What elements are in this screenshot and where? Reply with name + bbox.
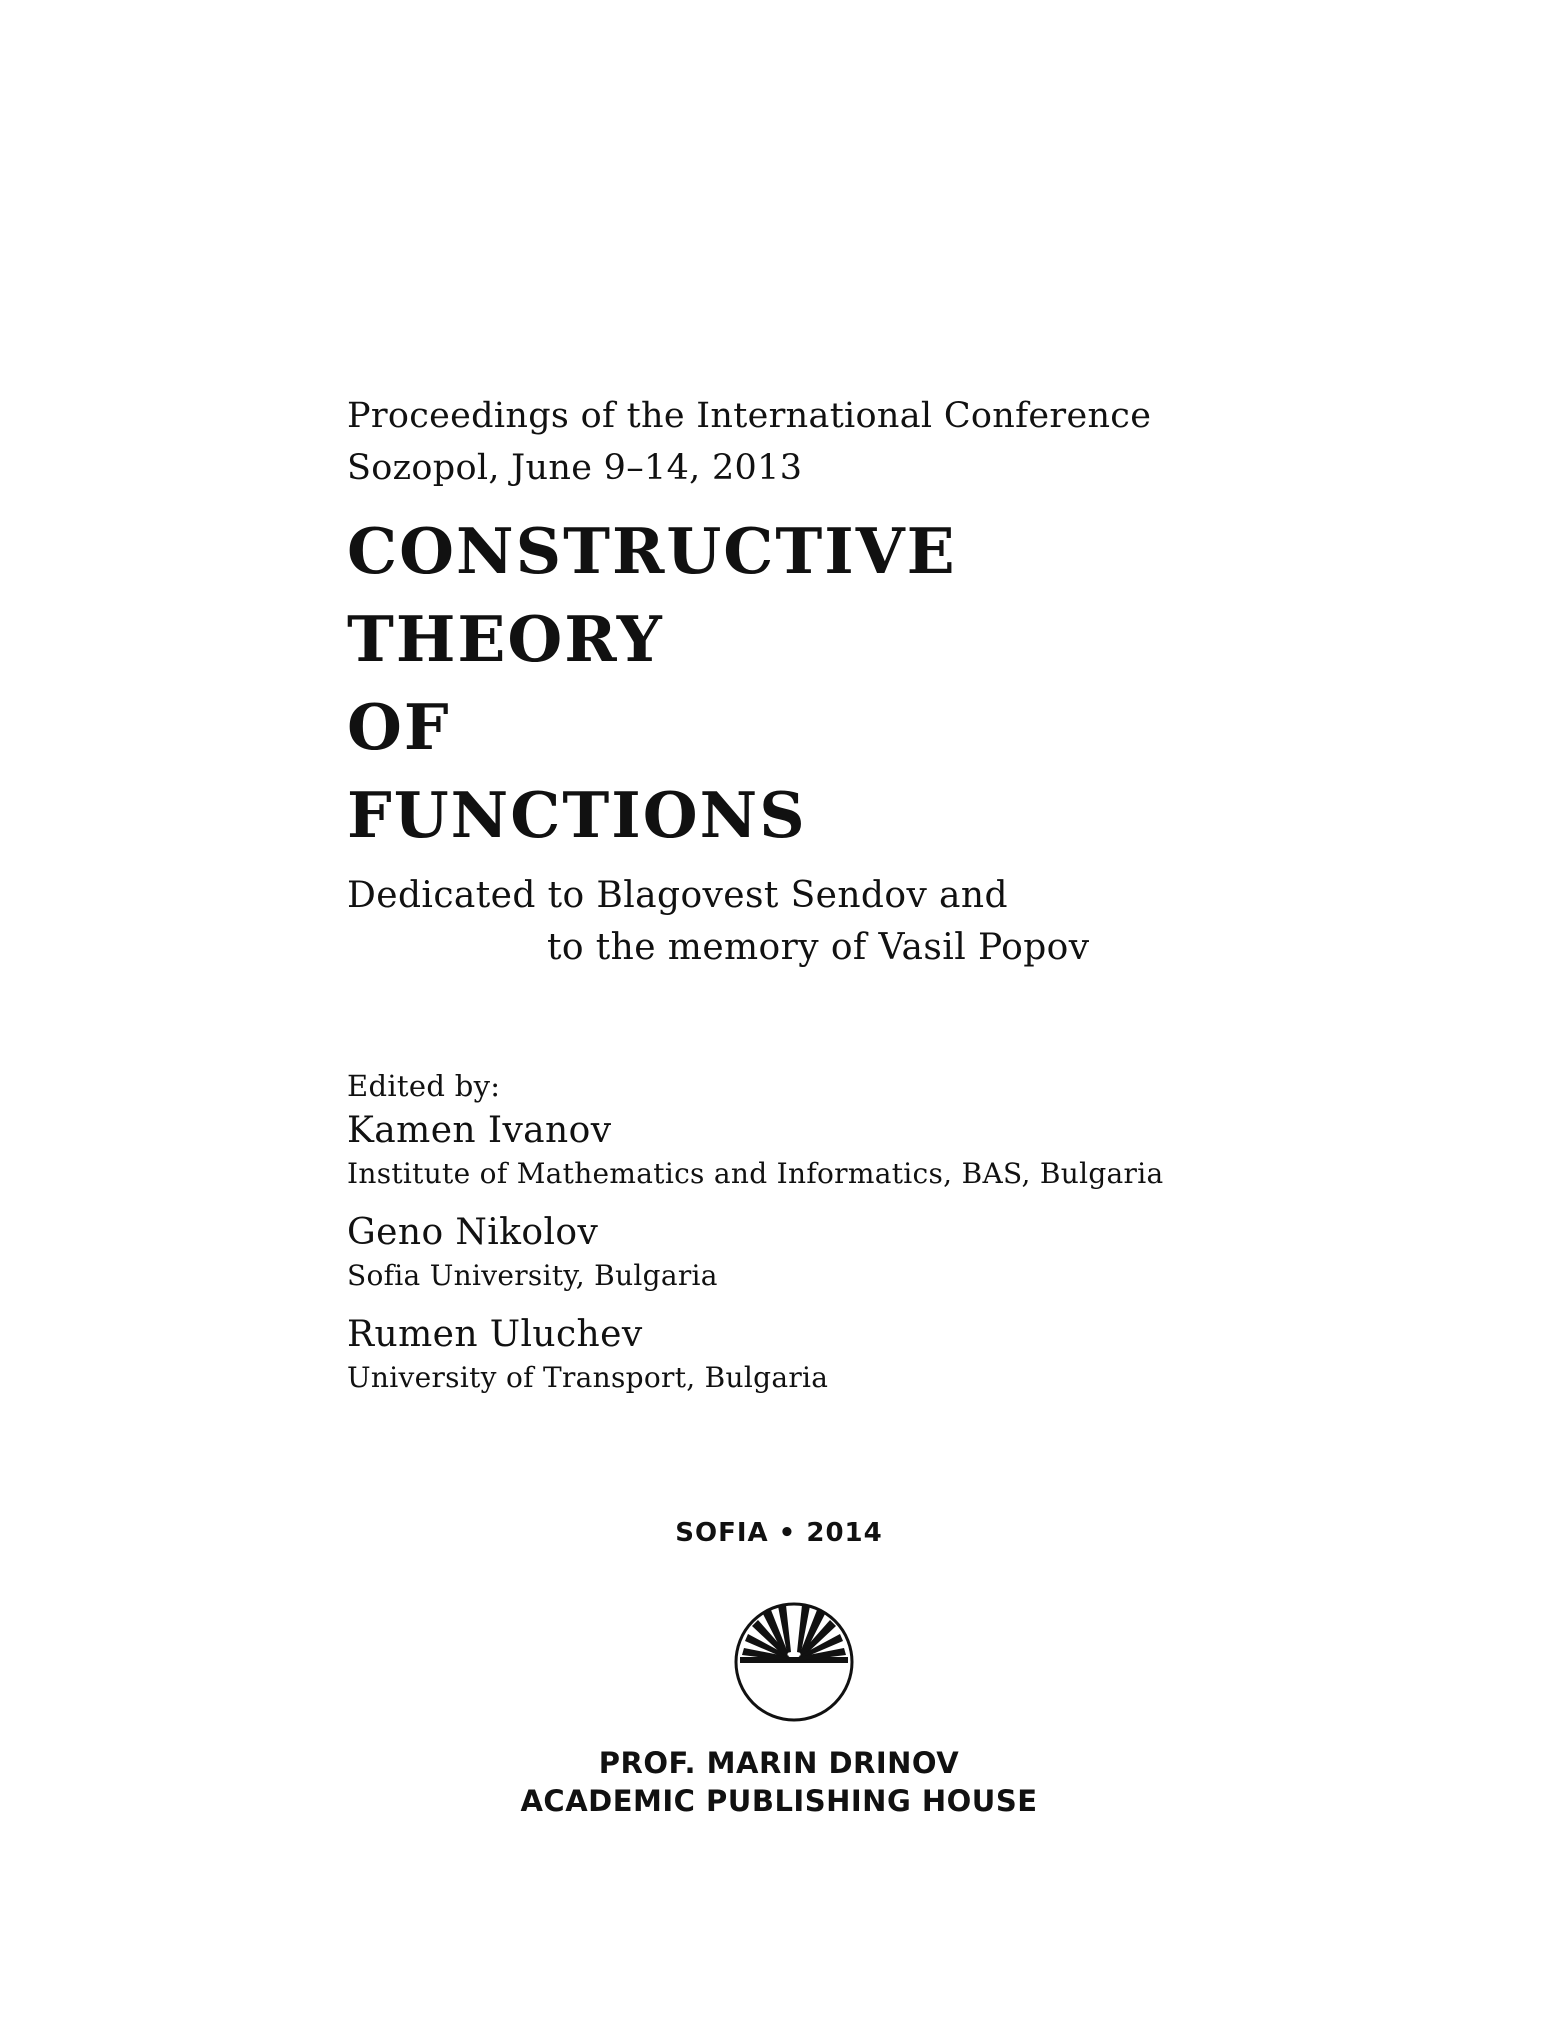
- dedication: [347, 870, 1089, 974]
- editor-entry: [347, 1310, 1163, 1396]
- editor-affiliation: University of Transport, Bulgaria: [347, 1361, 829, 1394]
- place-year: SOFIA • 2014: [675, 1518, 883, 1548]
- proceedings-title: Proceedings of the International Conference: [347, 396, 1152, 436]
- editor-entry: [347, 1208, 1163, 1294]
- editors-section: [347, 1066, 1163, 1412]
- book-title: [347, 507, 957, 859]
- editor-name: Kamen Ivanov: [347, 1110, 612, 1151]
- imprint-place-year: [0, 1518, 1558, 1548]
- title-line-3: OF: [347, 690, 451, 764]
- title-line-1: CONSTRUCTIVE: [347, 514, 957, 588]
- edited-by-label: Edited by:: [347, 1069, 501, 1103]
- publisher-name: [0, 1744, 1558, 1820]
- editor-entry: [347, 1106, 1163, 1192]
- editor-name: Rumen Uluchev: [347, 1314, 643, 1355]
- proceedings-header: [347, 390, 1151, 494]
- conference-location-date: Sozopol, June 9–14, 2013: [347, 448, 803, 488]
- editor-affiliation: Institute of Mathematics and Informatics, BAS, Bulgaria: [347, 1157, 1164, 1190]
- title-line-4: FUNCTIONS: [347, 778, 807, 852]
- dedication-line-2: to the memory of Vasil Popov: [547, 927, 1090, 968]
- dedication-line-1: Dedicated to Blagovest Sendov and: [347, 875, 1008, 916]
- editor-affiliation: Sofia University, Bulgaria: [347, 1259, 718, 1292]
- publisher-line-1: PROF. MARIN DRINOV: [598, 1746, 960, 1780]
- editor-name: Geno Nikolov: [347, 1212, 599, 1253]
- sun-rays-publisher-logo-icon: [732, 1600, 856, 1728]
- publisher-line-2: ACADEMIC PUBLISHING HOUSE: [520, 1784, 1038, 1818]
- title-line-2: THEORY: [347, 602, 664, 676]
